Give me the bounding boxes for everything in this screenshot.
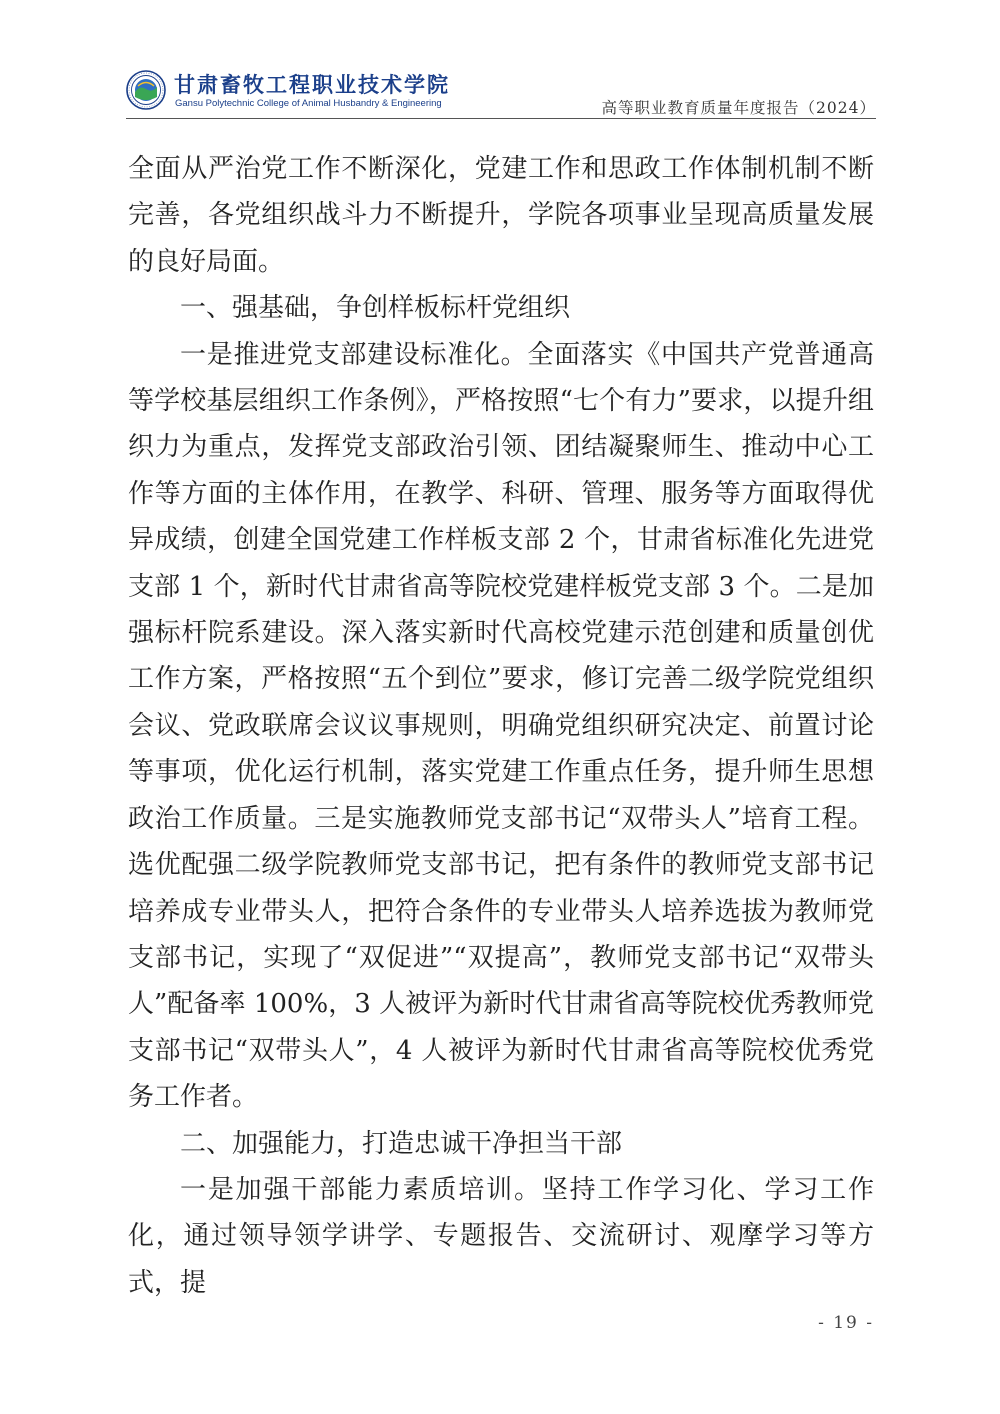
section-heading-2: 二、加强能力，打造忠诚干净担当干部 [180, 1128, 623, 1159]
page-number: - 19 - [818, 1313, 874, 1333]
header-divider [126, 118, 876, 119]
section-heading-1: 一、强基础，争创样板标杆党组织 [180, 293, 571, 324]
paragraph-section-2: 一是加强干部能力素质培训。坚持工作学习化、学习工作化，通过领导领学讲学、专题报告、交流研讨、观摩学习等方式，提 [128, 1174, 874, 1298]
school-name-cn: 甘肃畜牧工程职业技术学院 [174, 73, 450, 97]
document-body [128, 146, 874, 1306]
paragraph-continuation: 全面从严治党工作不断深化，党建工作和思政工作体制机制不断完善，各党组织战斗力不断提升，学院各项事业呈现高质量发展的良好局面。 [128, 154, 874, 277]
paragraph-section-1: 一是推进党支部建设标准化。全面落实《中国共产党普通高等学校基层组织工作条例》，严格按照“七个有力”要求，以提升组织力为重点，发挥党支部政治引领、团结凝聚师生、推动中心工作等方面的主体作用，在教学、科研、管理、服务等方面取得优异成绩，创建全国党建工作样板支部 2 个，甘肃省标准化先进党支部 1 个，新时代甘肃省高等院校党建样板党支部 3 个。二是加强标杆院系建设。深入落实新时代高校党建示范创建和质量创优工作方案，严格按照“五个到位”要求，修订完善二级学院党组织会议、党政联席会议议事规则，明确党组织研究决定、前置讨论等事项，优化运行机制，落实党建工作重点任务，提升师生思想政治工作质量。三是实施教师党支部书记“双带头人”培育工程。选优配强二级学院教师党支部书记，把有条件的教师党支部书记培养成专业带头人，把符合条件的专业带头人培养选拔为教师党支部书记，实现了“双促进”“双提高”，教师党支部书记“双带头人”配备率 100%，3 人被评为新时代甘肃省高等院校优秀教师党支部书记“双带头人”，4 人被评为新时代甘肃省高等院校优秀党务工作者。 [128, 339, 874, 1113]
school-name-en: Gansu Polytechnic College of Animal Husbandry & Engineering [175, 98, 442, 109]
college-seal-logo-icon [126, 70, 166, 110]
report-title: 高等职业教育质量年度报告（2024） [601, 99, 876, 117]
page-header [126, 68, 876, 118]
